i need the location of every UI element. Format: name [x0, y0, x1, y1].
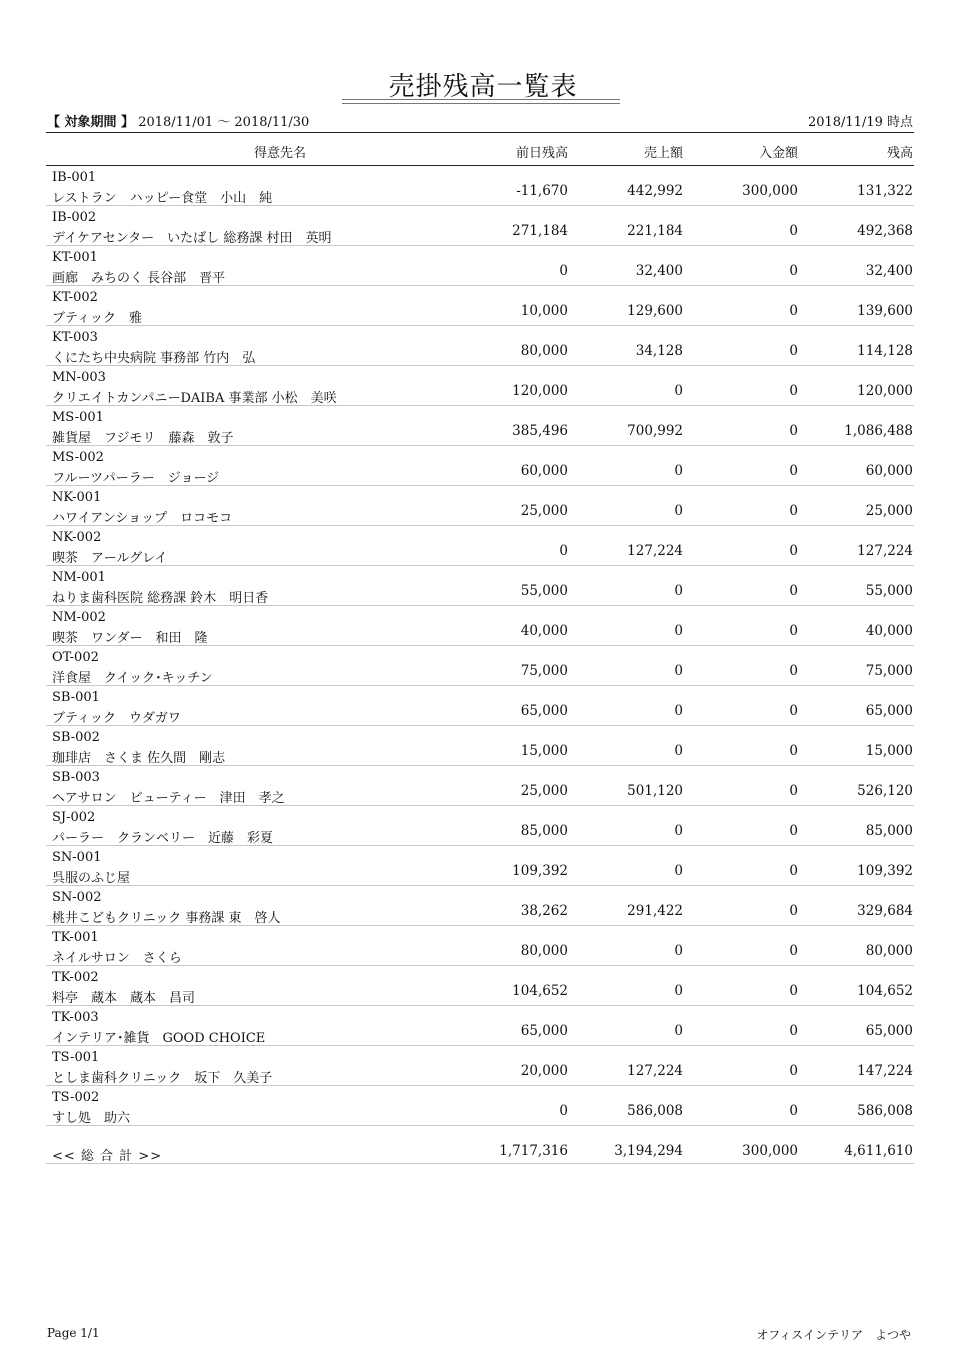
balance-amount: 55,000 — [865, 583, 913, 599]
customer-code: MN-003 — [52, 370, 106, 385]
payment-amount: 0 — [789, 983, 798, 999]
payment-amount: 0 — [789, 343, 798, 359]
payment-amount: 0 — [789, 583, 798, 599]
sales-amount: 0 — [674, 503, 683, 519]
customer-code: NK-002 — [52, 530, 102, 545]
customer-code: NK-001 — [52, 490, 102, 505]
prev-balance: 109,392 — [512, 863, 568, 879]
table-row — [46, 567, 914, 606]
sales-amount: 586,008 — [627, 1103, 683, 1119]
balance-amount: 104,652 — [857, 983, 913, 999]
payment-amount: 0 — [789, 1063, 798, 1079]
customer-name: クリエイトカンパニーDAIBA 事業部 小松 美咲 — [52, 391, 337, 406]
payment-amount: 0 — [789, 423, 798, 439]
header-name: 得意先名 — [253, 146, 306, 161]
table-row — [46, 847, 914, 886]
sales-amount: 0 — [674, 463, 683, 479]
table-row — [46, 367, 914, 406]
prev-balance: 25,000 — [520, 503, 568, 519]
prev-balance: 15,000 — [520, 743, 568, 759]
payment-amount: 0 — [789, 863, 798, 879]
customer-name: ヘアサロン ビューティー 津田 孝之 — [52, 791, 285, 806]
customer-code: SN-001 — [52, 850, 102, 865]
table-row — [46, 487, 914, 526]
payment-amount: 0 — [789, 263, 798, 279]
balance-amount: 40,000 — [865, 623, 913, 639]
customer-code: IB-001 — [52, 170, 97, 185]
sales-amount: 0 — [674, 383, 683, 399]
prev-balance: 75,000 — [520, 663, 568, 679]
sales-amount: 0 — [674, 703, 683, 719]
payment-amount: 0 — [789, 1023, 798, 1039]
customer-code: NM-001 — [52, 570, 106, 585]
customer-code: NM-002 — [52, 610, 106, 625]
report-title: 売掛残高一覧表 — [388, 72, 578, 102]
sales-amount: 700,992 — [627, 423, 683, 439]
grand-total-row — [46, 1127, 914, 1164]
period-value: 2018/11/01 ～ 2018/11/30 — [138, 115, 310, 130]
sales-amount: 129,600 — [627, 303, 683, 319]
table-body — [46, 167, 914, 1126]
customer-code: KT-002 — [52, 290, 98, 305]
sales-amount: 0 — [674, 823, 683, 839]
customer-code: KT-001 — [52, 250, 98, 265]
prev-balance: 80,000 — [520, 943, 568, 959]
customer-name: 洋食屋 クイック･キッチン — [52, 671, 213, 686]
table-row — [46, 287, 914, 326]
sales-amount: 0 — [674, 983, 683, 999]
balance-amount: 586,008 — [857, 1103, 913, 1119]
customer-name: ブティック 雅 — [52, 311, 142, 326]
customer-name: 呉服のふじ屋 — [52, 871, 131, 886]
table-row — [46, 527, 914, 566]
prev-balance: -11,670 — [516, 183, 568, 199]
sales-amount: 0 — [674, 623, 683, 639]
payment-amount: 0 — [789, 223, 798, 239]
customer-name: 料亭 蔵本 蔵本 昌司 — [52, 991, 196, 1006]
customer-name: 画廊 みちのく 長谷部 晋平 — [52, 271, 226, 286]
balance-amount: 1,086,488 — [844, 423, 913, 439]
table-row — [46, 807, 914, 846]
table-row — [46, 887, 914, 926]
balance-amount: 85,000 — [865, 823, 913, 839]
customer-name: ブティック ウダガワ — [52, 711, 181, 726]
sales-amount: 0 — [674, 583, 683, 599]
prev-balance: 60,000 — [520, 463, 568, 479]
customer-name: すし処 助六 — [52, 1111, 131, 1126]
sales-amount: 291,422 — [627, 903, 683, 919]
customer-code: MS-002 — [52, 450, 104, 465]
customer-code: KT-003 — [52, 330, 98, 345]
balance-amount: 65,000 — [865, 1023, 913, 1039]
balance-amount: 25,000 — [865, 503, 913, 519]
balance-amount: 492,368 — [857, 223, 913, 239]
balance-amount: 114,128 — [857, 343, 913, 359]
prev-balance: 20,000 — [520, 1063, 568, 1079]
payment-amount: 0 — [789, 543, 798, 559]
payment-amount: 0 — [789, 823, 798, 839]
prev-balance: 271,184 — [512, 223, 568, 239]
customer-name: インテリア･雑貨 GOOD CHOICE — [52, 1031, 266, 1046]
customer-code: TS-001 — [52, 1050, 100, 1065]
customer-code: OT-002 — [52, 650, 99, 665]
page-number: Page 1/1 — [47, 1326, 100, 1340]
balance-amount: 109,392 — [857, 863, 913, 879]
table-row — [46, 247, 914, 286]
sales-amount: 442,992 — [627, 183, 683, 199]
table-row — [46, 967, 914, 1006]
payment-amount: 300,000 — [742, 183, 798, 199]
sales-amount: 501,120 — [627, 783, 683, 799]
header-prev-balance: 前日残高 — [515, 146, 568, 161]
period-label: 【 対象期間 】 — [47, 115, 135, 130]
prev-balance: 0 — [559, 1103, 568, 1119]
customer-name: としま歯科クリニック 坂下 久美子 — [52, 1071, 273, 1086]
balance-amount: 131,322 — [857, 183, 913, 199]
payment-amount: 0 — [789, 383, 798, 399]
prev-balance: 38,262 — [520, 903, 568, 919]
sales-amount: 127,224 — [627, 1063, 683, 1079]
table-row — [46, 167, 914, 206]
balance-amount: 147,224 — [857, 1063, 913, 1079]
customer-code: TS-002 — [52, 1090, 100, 1105]
customer-code: IB-002 — [52, 210, 97, 225]
balance-amount: 526,120 — [857, 783, 913, 799]
payment-amount: 0 — [789, 503, 798, 519]
payment-amount: 0 — [789, 783, 798, 799]
balance-amount: 60,000 — [865, 463, 913, 479]
total-prev: 1,717,316 — [499, 1143, 568, 1159]
customer-code: TK-003 — [52, 1010, 99, 1025]
sales-amount: 32,400 — [635, 263, 683, 279]
balance-amount: 15,000 — [865, 743, 913, 759]
customer-name: 喫茶 ワンダー 和田 隆 — [52, 631, 208, 646]
table-row — [46, 1047, 914, 1086]
sales-amount: 0 — [674, 743, 683, 759]
balance-amount: 32,400 — [865, 263, 913, 279]
balance-amount: 127,224 — [857, 543, 913, 559]
balance-amount: 80,000 — [865, 943, 913, 959]
header-balance: 残高 — [886, 146, 913, 161]
prev-balance: 0 — [559, 543, 568, 559]
payment-amount: 0 — [789, 1103, 798, 1119]
title-underline — [342, 99, 620, 104]
prev-balance: 85,000 — [520, 823, 568, 839]
sales-amount: 0 — [674, 1023, 683, 1039]
table-row — [46, 647, 914, 686]
table-row — [46, 687, 914, 726]
customer-name: ネイルサロン さくら — [52, 951, 182, 966]
table-row — [46, 607, 914, 646]
customer-name: 喫茶 アールグレイ — [52, 551, 168, 566]
customer-name: 桃井こどもクリニック 事務課 東 啓人 — [52, 911, 281, 926]
customer-name: デイケアセンター いたばし 総務課 村田 英明 — [52, 231, 332, 246]
customer-code: SN-002 — [52, 890, 102, 905]
payment-amount: 0 — [789, 623, 798, 639]
sales-amount: 0 — [674, 943, 683, 959]
customer-code: MS-001 — [52, 410, 104, 425]
header-payment: 入金額 — [758, 146, 798, 161]
customer-code: SJ-002 — [52, 810, 96, 825]
company-name: オフィスインテリア よつや — [756, 1328, 911, 1342]
table-row — [46, 447, 914, 486]
prev-balance: 25,000 — [520, 783, 568, 799]
balance-amount: 139,600 — [857, 303, 913, 319]
table-row — [46, 327, 914, 366]
prev-balance: 385,496 — [512, 423, 568, 439]
customer-name: ねりま歯科医院 総務課 鈴木 明日香 — [52, 591, 269, 606]
table-row — [46, 1087, 914, 1126]
table-row — [46, 767, 914, 806]
total-payment: 300,000 — [742, 1143, 798, 1159]
prev-balance: 80,000 — [520, 343, 568, 359]
customer-name: ハワイアンショップ ロコモコ — [52, 511, 233, 526]
prev-balance: 104,652 — [512, 983, 568, 999]
table-row — [46, 407, 914, 446]
payment-amount: 0 — [789, 463, 798, 479]
payment-amount: 0 — [789, 303, 798, 319]
customer-name: パーラー クランベリー 近藤 彩夏 — [52, 831, 274, 846]
customer-code: SB-002 — [52, 730, 100, 745]
sales-amount: 127,224 — [627, 543, 683, 559]
sales-amount: 0 — [674, 863, 683, 879]
sales-amount: 0 — [674, 663, 683, 679]
as-of-date: 2018/11/19 時点 — [807, 115, 913, 130]
table-header — [46, 132, 914, 166]
table-row — [46, 727, 914, 766]
payment-amount: 0 — [789, 703, 798, 719]
balance-amount: 75,000 — [865, 663, 913, 679]
sales-amount: 221,184 — [627, 223, 683, 239]
customer-name: レストラン ハッピー食堂 小山 純 — [52, 191, 273, 206]
prev-balance: 65,000 — [520, 703, 568, 719]
balance-amount: 120,000 — [857, 383, 913, 399]
total-label: << 総 合 計 >> — [52, 1149, 163, 1164]
payment-amount: 0 — [789, 743, 798, 759]
customer-name: くにたち中央病院 事務部 竹内 弘 — [52, 351, 256, 366]
customer-code: TK-001 — [52, 930, 99, 945]
header-sales: 売上額 — [643, 146, 683, 161]
prev-balance: 40,000 — [520, 623, 568, 639]
period — [47, 111, 309, 130]
table-row — [46, 1007, 914, 1046]
payment-amount: 0 — [789, 943, 798, 959]
prev-balance: 10,000 — [520, 303, 568, 319]
table-row — [46, 927, 914, 966]
prev-balance: 55,000 — [520, 583, 568, 599]
customer-name: 雑貨屋 フジモリ 藤森 敦子 — [52, 431, 234, 446]
total-sales: 3,194,294 — [614, 1143, 683, 1159]
total-balance: 4,611,610 — [844, 1143, 913, 1159]
customer-code: SB-001 — [52, 690, 100, 705]
prev-balance: 0 — [559, 263, 568, 279]
balance-amount: 65,000 — [865, 703, 913, 719]
payment-amount: 0 — [789, 903, 798, 919]
prev-balance: 65,000 — [520, 1023, 568, 1039]
prev-balance: 120,000 — [512, 383, 568, 399]
sales-amount: 34,128 — [635, 343, 683, 359]
receivables-table — [46, 132, 914, 1164]
table-row — [46, 207, 914, 246]
balance-amount: 329,684 — [857, 903, 913, 919]
customer-code: TK-002 — [52, 970, 99, 985]
payment-amount: 0 — [789, 663, 798, 679]
customer-name: 珈琲店 さくま 佐久間 剛志 — [52, 751, 226, 766]
customer-code: SB-003 — [52, 770, 100, 785]
customer-name: フルーツパーラー ジョージ — [52, 471, 220, 486]
